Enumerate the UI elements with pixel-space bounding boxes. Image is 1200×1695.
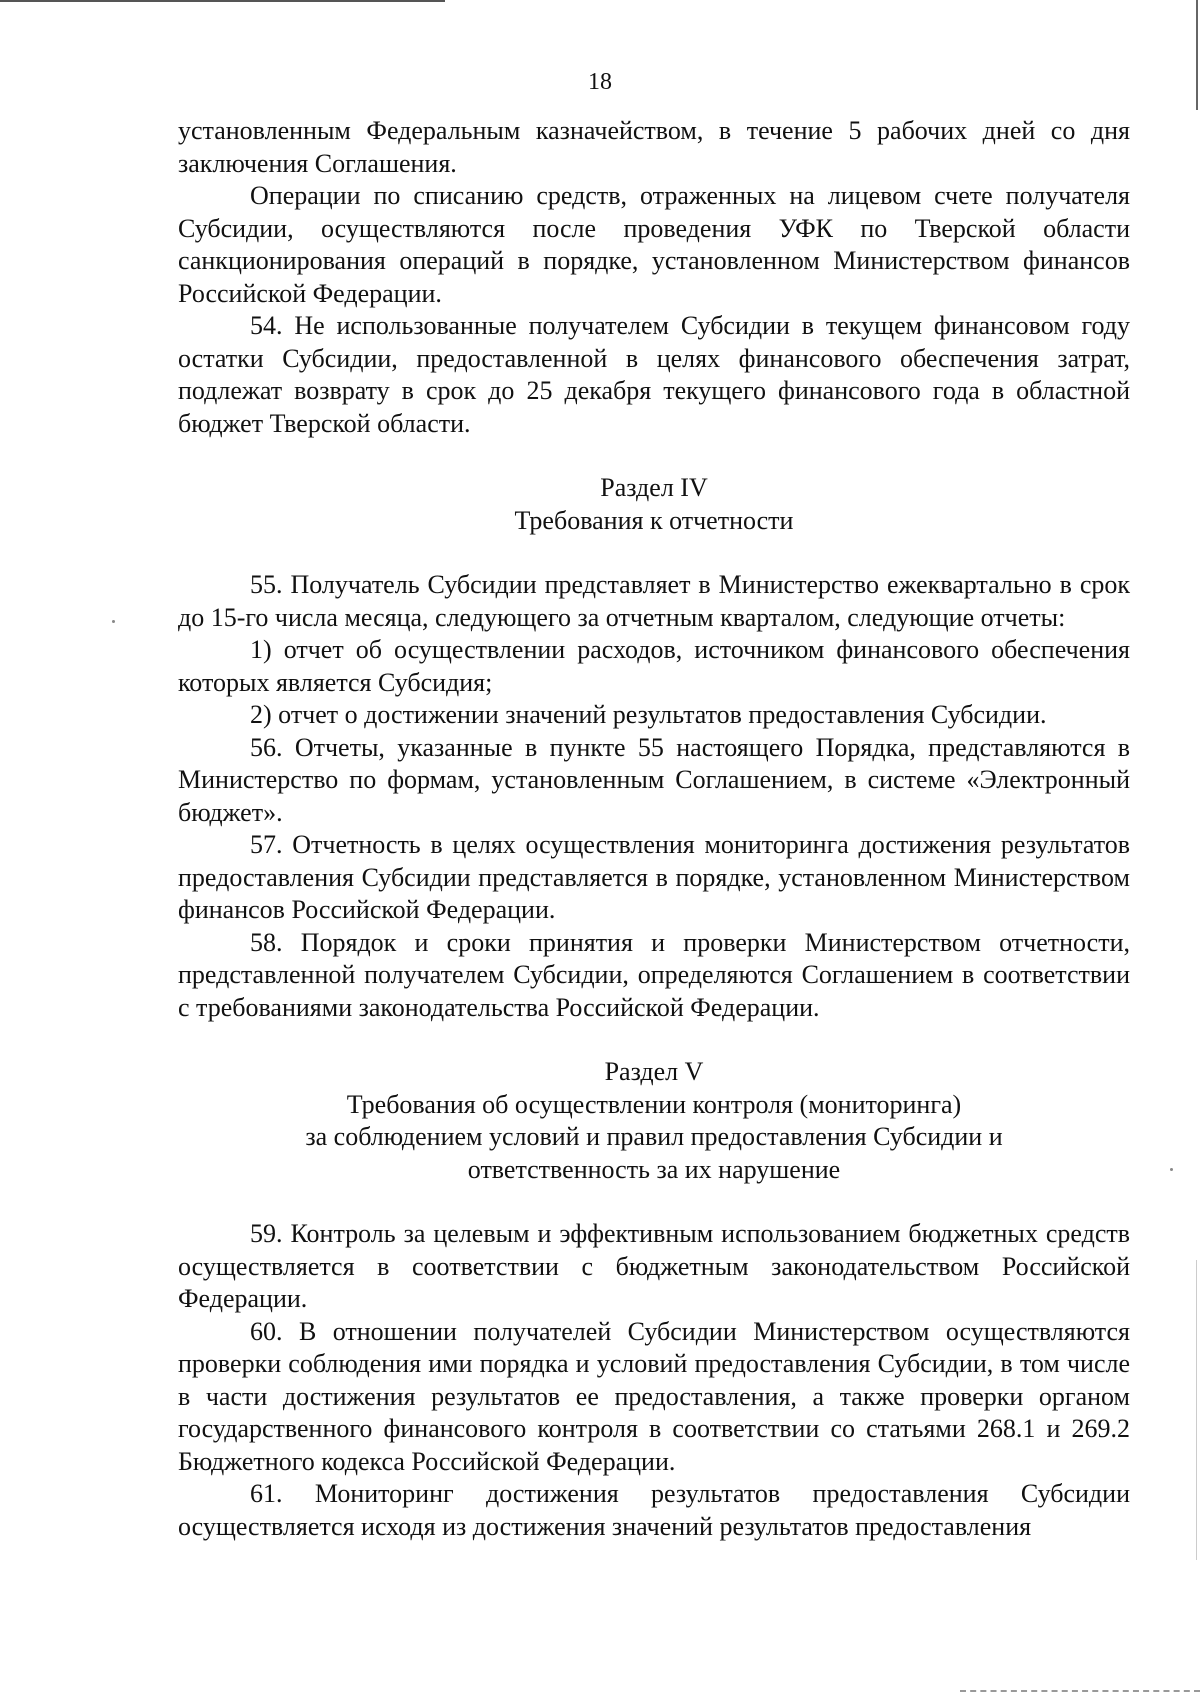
section-5-subtitle-line-3: ответственность за их нарушение (467, 1154, 841, 1184)
section-5-title: Раздел V (604, 1057, 704, 1086)
paragraph-61: 61. Мониторинг достижения результатов предоставления Субсидии осуществляется исходя из достижения значений результатов предоставления (178, 1479, 1130, 1541)
paragraph-58: 58. Порядок и сроки принятия и проверки Министерством отчетности, представленной получателем Субсидии, определяются Соглашением в соответствии с требованиями законодательства Российской Федерации. (178, 927, 1130, 1022)
paragraph-54: 54. Не использованные получателем Субсидии в текущем финансовом году остатки Субсидии, предоставленной в целях финансового обеспечения затрат, подлежат возврату в срок до 25 декабря текущего финансового года в областной бюджет Тверской области. (178, 311, 1130, 438)
paragraph-55-item-1: 1) отчет об осуществлении расходов, источником финансового обеспечения которых является Субсидия; (178, 635, 1130, 697)
scan-speck (1170, 1168, 1173, 1171)
paragraph-continuation: установленным Федеральным казначейством, в течение 5 рабочих дней со дня заключения Соглашения. (178, 116, 1130, 178)
paragraph-operations: Операции по списанию средств, отраженных на лицевом счете получателя Субсидии, осуществляются после проведения УФК по Тверской области санкционирования операций в порядке, установленном Министерством финансов Российской Федерации. (178, 181, 1130, 308)
paragraph-60: 60. В отношении получателей Субсидии Министерством осуществляются проверки соблюдения ими порядка и условий предоставления Субсидии, в том числе в части достижения результатов ее предоставления, а также проверки органом государственного финансового контроля в соответствии со статьями 268.1 и 269.2 Бюджетного кодекса Российской Федерации. (178, 1316, 1130, 1476)
section-4-heading (178, 472, 1130, 537)
section-4-subtitle: Требования к отчетности (514, 505, 794, 535)
scan-edge-bottom (960, 1689, 1200, 1692)
scan-edge-right-lower (1196, 1260, 1197, 1560)
document-body (178, 115, 1130, 1543)
paragraph-55-item-2: 2) отчет о достижении значений результатов предоставления Субсидии. (250, 700, 1047, 729)
section-5-subtitle-line-2: за соблюдением условий и правил предоставления Субсидии и (305, 1122, 1003, 1151)
paragraph-57: 57. Отчетность в целях осуществления мониторинга достижения результатов предоставления Субсидии представляется в порядке, установленном Министерством финансов Российской Федерации. (178, 830, 1130, 924)
paragraph-55: 55. Получатель Субсидии представляет в Министерство ежеквартально в срок до 15-го числа месяца, следующего за отчетным кварталом, следующие отчеты: (178, 570, 1130, 632)
scan-edge-top (0, 0, 445, 2)
section-5-subtitle-line-1: Требования об осуществлении контроля (мониторинга) (346, 1089, 962, 1119)
page-number: 18 (588, 69, 612, 95)
paragraph-56: 56. Отчеты, указанные в пункте 55 настоящего Порядка, представляются в Министерство по формам, установленным Соглашением, в системе «Электронный бюджет». (178, 732, 1130, 827)
paragraph-59: 59. Контроль за целевым и эффективным использованием бюджетных средств осуществляется в соответствии с бюджетным законодательством Российской Федерации. (178, 1219, 1130, 1313)
scan-speck (112, 620, 115, 623)
section-5-heading (178, 1056, 1130, 1186)
section-4-title: Раздел IV (600, 473, 708, 502)
